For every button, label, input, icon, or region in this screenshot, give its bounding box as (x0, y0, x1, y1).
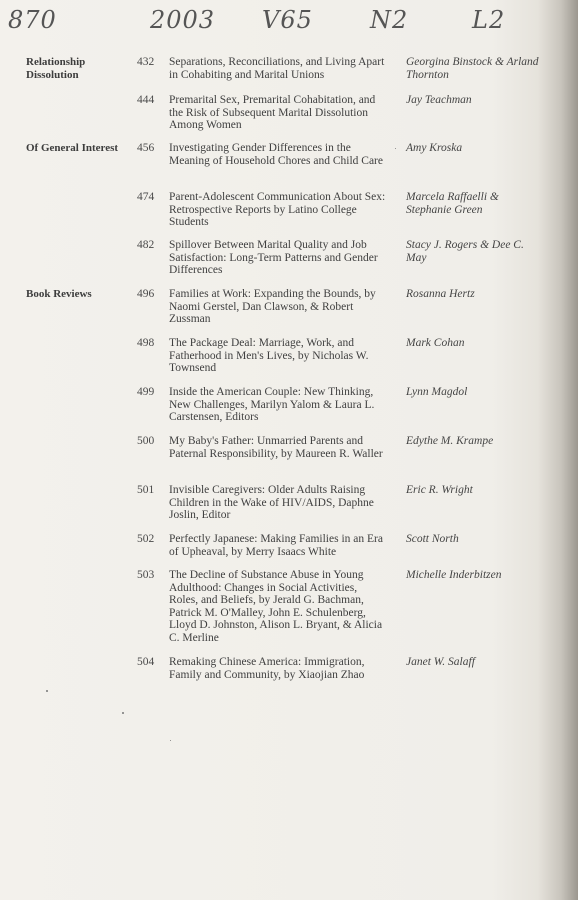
paper-speck (46, 690, 48, 692)
article-title: Inside the American Couple: New Thinking, New Challenges, Marilyn Yalom & Laura L. Carstensen, Editors (169, 386, 375, 423)
article-title: Remaking Chinese America: Immigration, Family and Community, by Xiaojian Zhao (169, 656, 365, 681)
page-number: 500 (137, 435, 155, 447)
page-number: 499 (137, 386, 155, 398)
page-number: 474 (137, 191, 155, 203)
paper-speck (395, 148, 396, 149)
article-title: Perfectly Japanese: Making Families in an Era of Upheaval, by Merry Isaacs White (169, 533, 383, 558)
article-title: Families at Work: Expanding the Bounds, by Naomi Gerstel, Dan Clawson, & Robert Zussman (169, 288, 376, 325)
article-title: The Package Deal: Marriage, Work, and Fatherhood in Men's Lives, by Nicholas W. Townsend (169, 337, 369, 374)
handwritten-call-number: 870 (8, 6, 57, 34)
page-number: 501 (137, 484, 155, 496)
article-author: Scott North (406, 533, 459, 545)
page-number: 432 (137, 56, 155, 68)
article-title: Parent-Adolescent Communication About Sex: Retrospective Reports by Latino College Students (169, 191, 386, 228)
handwritten-number: N2 (370, 6, 409, 34)
article-author: Amy Kroska (406, 142, 463, 154)
section-heading-relationship-dissolution: Relationship Dissolution (26, 56, 86, 81)
article-author: Lynn Magdol (406, 386, 468, 398)
page-number: 496 (137, 288, 155, 300)
article-title: Spillover Between Marital Quality and Job Satisfaction: Long-Term Patterns and Gender Differences (169, 239, 378, 276)
handwritten-year: 2003 (150, 6, 216, 34)
paper-speck (122, 712, 124, 714)
article-author: Janet W. Salaff (406, 656, 475, 668)
page-number: 482 (137, 239, 155, 251)
page-number: 504 (137, 656, 155, 668)
article-title: Premarital Sex, Premarital Cohabitation, and the Risk of Subsequent Marital Dissolution Among Women (169, 94, 376, 131)
article-author: Georgina Binstock & Arland Thornton (406, 56, 539, 81)
section-heading-book-reviews: Book Reviews (26, 288, 92, 300)
article-author: Rosanna Hertz (406, 288, 475, 300)
article-author: Stacy J. Rogers & Dee C. May (406, 239, 524, 264)
page-number: 502 (137, 533, 155, 545)
article-author: Jay Teachman (406, 94, 472, 106)
handwritten-volume: V65 (262, 6, 313, 34)
paper-speck (170, 740, 171, 741)
page-number: 498 (137, 337, 155, 349)
section-heading-of-general-interest: Of General Interest (26, 142, 119, 154)
article-title: Invisible Caregivers: Older Adults Raising Children in the Wake of HIV/AIDS, Daphne Joslin, Editor (169, 484, 374, 521)
article-title: The Decline of Substance Abuse in Young Adulthood: Changes in Social Activities, Roles, and Beliefs, by Jerald G. Bachman, Patrick M. O'Malley, John E. Schulenberg, Lloyd D. Johnston, Alison L. Bryant, & Alicia C. Merline (169, 569, 383, 644)
page-number: 503 (137, 569, 155, 581)
article-author: Eric R. Wright (406, 484, 473, 496)
article-author: Michelle Inderbitzen (406, 569, 502, 581)
article-author: Mark Cohan (406, 337, 465, 349)
article-author: Marcela Raffaelli & Stephanie Green (406, 191, 499, 216)
article-title: My Baby's Father: Unmarried Parents and Paternal Responsibility, by Maureen R. Waller (169, 435, 383, 460)
handwritten-mark: L2 (472, 6, 506, 34)
article-author: Edythe M. Krampe (406, 435, 494, 447)
article-title: Separations, Reconciliations, and Living Apart in Cohabiting and Marital Unions (169, 56, 385, 81)
page-number: 456 (137, 142, 155, 154)
handwritten-annotation (0, 2, 578, 38)
page-number: 444 (137, 94, 155, 106)
article-title: Investigating Gender Differences in the Meaning of Household Chores and Child Care (169, 142, 383, 167)
